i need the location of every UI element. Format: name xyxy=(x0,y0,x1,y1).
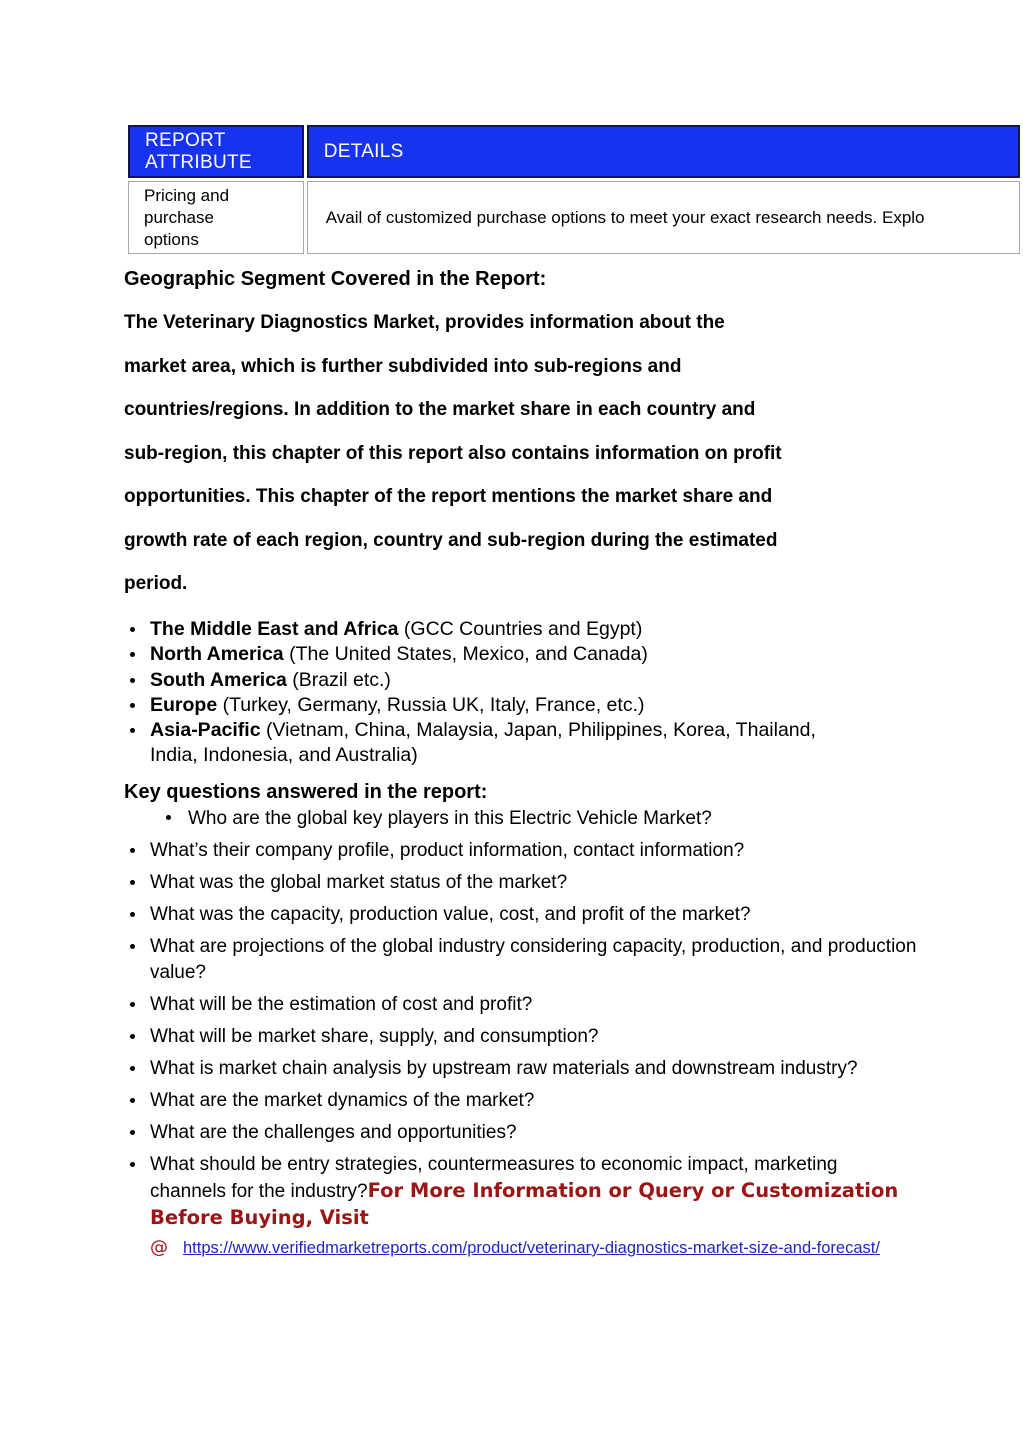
final-question-item xyxy=(124,1152,918,1262)
region-item xyxy=(124,617,848,642)
report-attributes-table xyxy=(125,122,1023,257)
region-item xyxy=(124,718,848,769)
geographic-section-heading: Geographic Segment Covered in the Report: xyxy=(124,268,547,290)
geographic-paragraph xyxy=(124,301,782,606)
table-header-row xyxy=(128,125,1020,178)
region-countries: (GCC Countries and Egypt) xyxy=(398,618,643,640)
question-item: What is market chain analysis by upstream raw materials and downstream industry? xyxy=(124,1056,918,1082)
region-name: Europe xyxy=(150,693,218,716)
question-item: What will be the estimation of cost and profit? xyxy=(124,992,918,1018)
at-symbol: @ xyxy=(150,1237,168,1258)
region-countries: (Vietnam, China, Malaysia, Japan, Philippines, Korea, Thailand, India, Indonesia, and Australia) xyxy=(150,719,816,767)
paragraph-line: market area, which is further subdivided into sub-regions and xyxy=(124,355,682,377)
lead-question-item: Who are the global key players in this Electric Vehicle Market? xyxy=(124,806,984,831)
region-name: Asia-Pacific xyxy=(150,719,261,742)
region-countries: (The United States, Mexico, and Canada) xyxy=(283,643,648,666)
header-cell-report-attribute: REPORT ATTRIBUTE xyxy=(128,125,304,178)
region-name: The Middle East and Africa xyxy=(150,618,399,640)
question-item: What was the global market status of the market? xyxy=(124,870,918,896)
region-name: North America xyxy=(150,643,284,666)
attribute-cell: Pricing and purchase options xyxy=(128,181,304,254)
header-cell-details: DETAILS xyxy=(307,125,1020,178)
product-link[interactable]: https://www.verifiedmarketreports.com/product/veterinary-diagnostics-market-size-and-forecast/ xyxy=(183,1239,880,1257)
details-cell: Avail of customized purchase options to meet your exact research needs. Explo xyxy=(307,181,1020,254)
paragraph-line: growth rate of each region, country and sub-region during the estimated xyxy=(124,529,778,551)
question-item: What are the market dynamics of the market? xyxy=(124,1088,918,1114)
question-item: What will be market share, supply, and consumption? xyxy=(124,1024,918,1050)
region-countries: (Turkey, Germany, Russia UK, Italy, France, etc.) xyxy=(217,693,645,716)
paragraph-line: period. xyxy=(124,573,188,594)
paragraph-line: opportunities. This chapter of the report mentions the market share and xyxy=(124,486,773,507)
question-item: What are projections of the global industry considering capacity, production, and production value? xyxy=(124,934,918,986)
regions-list xyxy=(124,617,848,769)
region-name: South America xyxy=(150,668,287,691)
questions-list xyxy=(124,838,918,1268)
table-row xyxy=(128,181,1020,254)
link-line xyxy=(150,1235,918,1262)
paragraph-line: countries/regions. In addition to the market share in each country and xyxy=(124,399,756,420)
region-item xyxy=(124,642,848,667)
region-countries: (Brazil etc.) xyxy=(286,668,391,691)
question-item: What was the capacity, production value, cost, and profit of the market? xyxy=(124,902,918,928)
region-item xyxy=(124,693,848,718)
question-item: What are the challenges and opportunities? xyxy=(124,1120,918,1146)
final-question-text: What should be entry strategies, countermeasures to economic impact, marketing channels for the industry? xyxy=(150,1154,838,1202)
lead-question-list xyxy=(124,806,984,831)
paragraph-line: sub-region, this chapter of this report also contains information on profit xyxy=(124,442,782,464)
question-item: What’s their company profile, product information, contact information? xyxy=(124,838,918,864)
key-questions-heading: Key questions answered in the report: xyxy=(124,781,488,803)
paragraph-line: The Veterinary Diagnostics Market, provides information about the xyxy=(124,312,725,333)
region-item xyxy=(124,668,848,693)
cta-text: For More Information or Query or Customization Before Buying, Visit xyxy=(150,1179,899,1229)
